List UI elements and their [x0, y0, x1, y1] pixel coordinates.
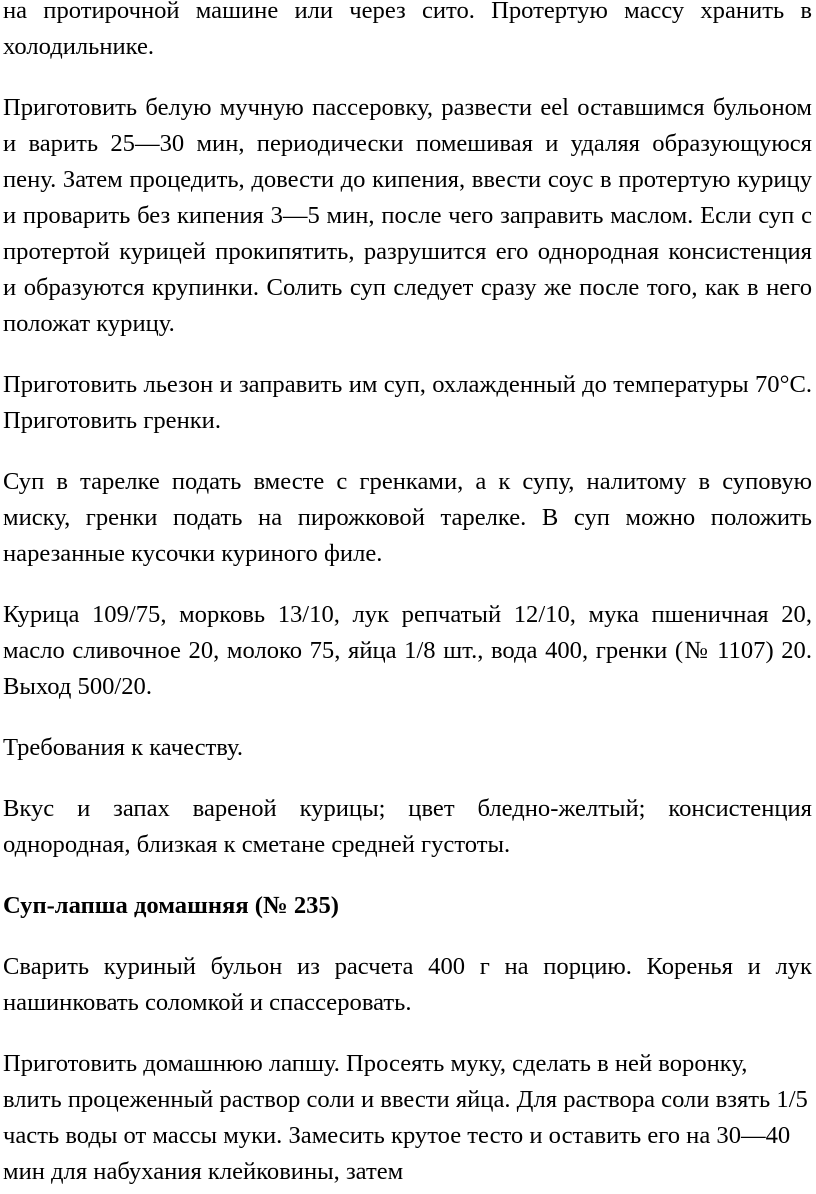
paragraph-broth: Сварить куриный бульон из расчета 400 г на порцию. Коренья и лук нашинковать соломкой и спассеровать. — [3, 953, 812, 1016]
paragraph-roux-sauce: Приготовить белую мучную пассеровку, развести eel оставшимся бульоном и варить 25—30 мин, периодически помешивая и удаляя образующуюся пену. Затем процедить, довести до кипения, ввести соус в протертую курицу и проварить без кипения 3—5 мин, после чего заправить маслом. Если суп с протертой курицей прокипятить, разрушится его однородная консистенция и образуются крупинки. Солить суп следует сразу же после того, как в него положат курицу. — [3, 94, 812, 337]
paragraph-quality-description: Вкус и запах вареной курицы; цвет бледно-желтый; консистенция однородная, близкая к сметане средней густоты. — [3, 795, 812, 858]
paragraph-sieve-storage: на протирочной машине или через сито. Протертую массу хранить в холодильнике. — [3, 0, 812, 60]
recipe-title: Суп-лапша домашняя (№ 235) — [3, 892, 339, 919]
paragraph-liaison: Приготовить льезон и заправить им суп, охлажденный до температуры 70°С. Приготовить гренки. — [3, 371, 812, 434]
paragraph-serving: Суп в тарелке подать вместе с гренками, а к супу, налитому в суповую миску, гренки подать на пирожковой тарелке. В суп можно положить нарезанные кусочки куриного филе. — [3, 468, 812, 567]
paragraph-quality-heading: Требования к качеству. — [3, 734, 244, 761]
paragraph-ingredients: Курица 109/75, морковь 13/10, лук репчатый 12/10, мука пшеничная 20, масло сливочное 20, молоко 75, яйца 1/8 шт., вода 400, гренки (№ 1107) 20. Выход 500/20. — [3, 601, 812, 700]
paragraph-noodles: Приготовить домашнюю лапшу. Просеять муку, сделать в ней воронку, влить процеженный раствор соли и ввести яйца. Для раствора соли взять 1/5 часть воды от массы муки. Замесить крутое тесто и оставить его на 30—40 мин для набухания клейковины, затем — [3, 1050, 808, 1185]
